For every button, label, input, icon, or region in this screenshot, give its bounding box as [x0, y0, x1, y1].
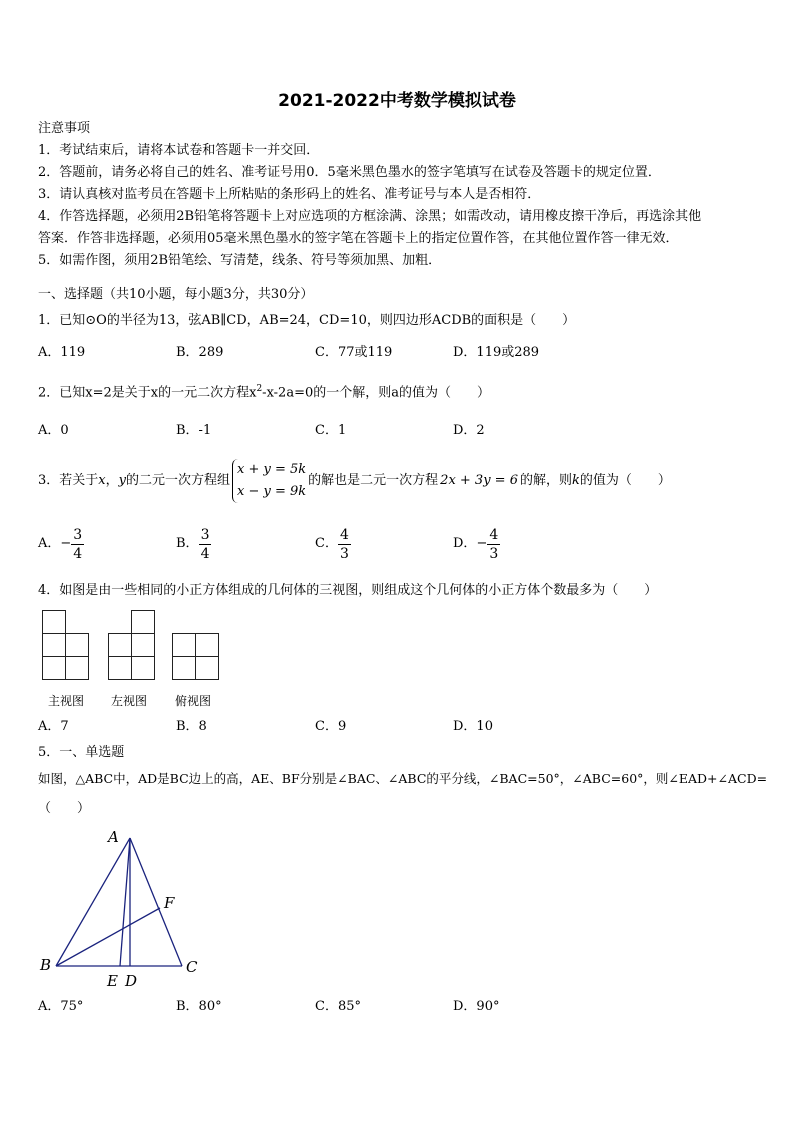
- fraction: [199, 526, 212, 563]
- q3-var-x: x: [98, 473, 106, 488]
- question-1-stem: 1．已知⊙O的半径为13，弦AB∥CD，AB=24，CD=10，则四边形ACDB的面积是（ ）: [38, 313, 576, 328]
- bisector-ae: [120, 838, 130, 966]
- q4-option-d: D．10: [453, 719, 493, 734]
- numerator: 4: [489, 526, 499, 543]
- q2-option-b: B．-1: [176, 423, 212, 438]
- question-2-stem: [38, 378, 490, 404]
- q2-exponent: 2: [256, 384, 263, 394]
- question-3-stem: [38, 456, 671, 506]
- notice-heading: 注意事项: [38, 121, 91, 136]
- notice-item: 3．请认真核对监考员在答题卡上所粘贴的条形码上的姓名、准考证号与本人是否相符．: [38, 187, 541, 202]
- side-ab: [56, 838, 130, 966]
- option-sign: −: [476, 536, 488, 551]
- notice-item: 5．如需作图，须用2B铅笔绘、写清楚，线条、符号等须加黑、加粗．: [38, 253, 442, 268]
- notice-item: 答案．作答非选择题，必须用05毫米黑色墨水的签字笔在答题卡上的指定位置作答，在其他位置作答一律无效．: [38, 231, 679, 246]
- point-label-f: F: [164, 894, 175, 912]
- equation-system: [232, 459, 306, 503]
- numerator: 3: [73, 526, 83, 543]
- q3-option-d: [453, 524, 500, 564]
- view-cell: [42, 610, 66, 634]
- q4-option-c: C．9: [315, 719, 347, 734]
- q3-text: 3．若关于: [38, 473, 99, 488]
- q3-text: ，: [105, 473, 119, 488]
- exam-title: 2021-2022中考数学模拟试卷: [278, 91, 516, 111]
- q3-option-a: [38, 524, 84, 564]
- denominator: 4: [73, 545, 83, 562]
- q3-text: 的二元一次方程组: [126, 473, 231, 488]
- q3-var-y: y: [118, 473, 126, 488]
- q5-option-d: D．90°: [453, 999, 500, 1014]
- q3-text: 的解也是二元一次方程: [308, 473, 439, 488]
- point-label-d: D: [125, 972, 138, 990]
- question-5-heading: 5．一、单选题: [38, 745, 125, 760]
- point-label-e: E: [107, 972, 118, 990]
- equation-1: x + y = 5k: [237, 462, 307, 477]
- q4-option-b: B．8: [176, 719, 207, 734]
- q5-option-c: C．85°: [315, 999, 361, 1014]
- view-label-top: 俯视图: [175, 694, 212, 708]
- denominator: 4: [200, 545, 210, 562]
- view-cell: [108, 633, 132, 657]
- q1-option-a: A．119: [38, 345, 86, 360]
- q1-option-c: C．77或119: [315, 345, 393, 360]
- q2-option-d: D．2: [453, 423, 485, 438]
- q1-option-d: D．119或289: [453, 345, 540, 360]
- question-5-paren: （ ）: [38, 801, 91, 816]
- view-cell: [195, 656, 219, 680]
- point-label-c: C: [186, 958, 198, 976]
- notice-item: 4．作答选择题，必须用2B铅笔将答题卡上对应选项的方框涂满、涂黑；如需改动，请用橡皮擦干净后，再选涂其他: [38, 209, 702, 224]
- notice-item: 2．答题前，请务必将自己的姓名、准考证号用0．5毫米黑色墨水的签字笔填写在试卷及答题卡的规定位置．: [38, 165, 661, 180]
- numerator: 3: [200, 526, 210, 543]
- q5-option-b: B．80°: [176, 999, 222, 1014]
- question-4-stem: 4．如图是由一些相同的小正方体组成的几何体的三视图，则组成这个几何体的小正方体个数最多为（ ）: [38, 583, 658, 598]
- equation-3: 2x + 3y = 6: [440, 473, 518, 488]
- point-label-b: B: [40, 956, 52, 974]
- option-label: C．: [315, 536, 338, 551]
- view-label-left: 左视图: [111, 694, 148, 708]
- option-label: B．: [176, 536, 199, 551]
- denominator: 3: [339, 545, 349, 562]
- view-cell: [131, 610, 155, 634]
- q1-option-b: B．289: [176, 345, 224, 360]
- view-label-front: 主视图: [48, 694, 85, 708]
- q2-option-c: C．1: [315, 423, 347, 438]
- fraction: [71, 526, 84, 563]
- q2-stem-part: 2．已知x=2是关于x的一元二次方程x: [38, 385, 257, 401]
- point-label-a: A: [108, 828, 119, 846]
- option-sign: −: [60, 536, 72, 551]
- view-cell: [65, 656, 89, 680]
- view-cell: [42, 656, 66, 680]
- view-cell: [42, 633, 66, 657]
- q5-option-a: A．75°: [38, 999, 84, 1014]
- view-cell: [172, 656, 196, 680]
- denominator: 3: [489, 545, 499, 562]
- q2-option-a: A．0: [38, 423, 69, 438]
- equation-2: x − y = 9k: [237, 484, 307, 499]
- view-cell: [65, 633, 89, 657]
- q3-option-c: [315, 524, 351, 564]
- fraction: [338, 526, 351, 563]
- triangle-figure: [36, 826, 216, 996]
- view-cell: [108, 656, 132, 680]
- option-label: D．: [453, 536, 477, 551]
- view-cell: [195, 633, 219, 657]
- view-cell: [172, 633, 196, 657]
- q3-text: 的解，则: [519, 473, 572, 488]
- fraction: [487, 526, 500, 563]
- q3-option-b: [176, 524, 211, 564]
- question-5-stem: 如图，△ABC中，AD是BC边上的高，AE、BF分别是∠BAC、∠ABC的平分线，∠BAC=50°，∠ABC=60°，则∠EAD+∠ACD=: [38, 771, 768, 786]
- option-label: A．: [38, 536, 61, 551]
- q4-option-a: A．7: [38, 719, 69, 734]
- notice-item: 1．考试结束后，请将本试卷和答题卡一并交回．: [38, 143, 320, 158]
- numerator: 4: [339, 526, 349, 543]
- view-cell: [131, 633, 155, 657]
- q3-var-k: k: [572, 473, 580, 488]
- q2-stem-part: -x-2a=0的一个解，则a的值为（ ）: [262, 385, 490, 401]
- section-heading: 一、选择题（共10小题，每小题3分，共30分）: [38, 287, 314, 302]
- bisector-bf: [56, 908, 160, 966]
- q3-text: 的值为（ ）: [579, 473, 671, 488]
- view-cell: [131, 656, 155, 680]
